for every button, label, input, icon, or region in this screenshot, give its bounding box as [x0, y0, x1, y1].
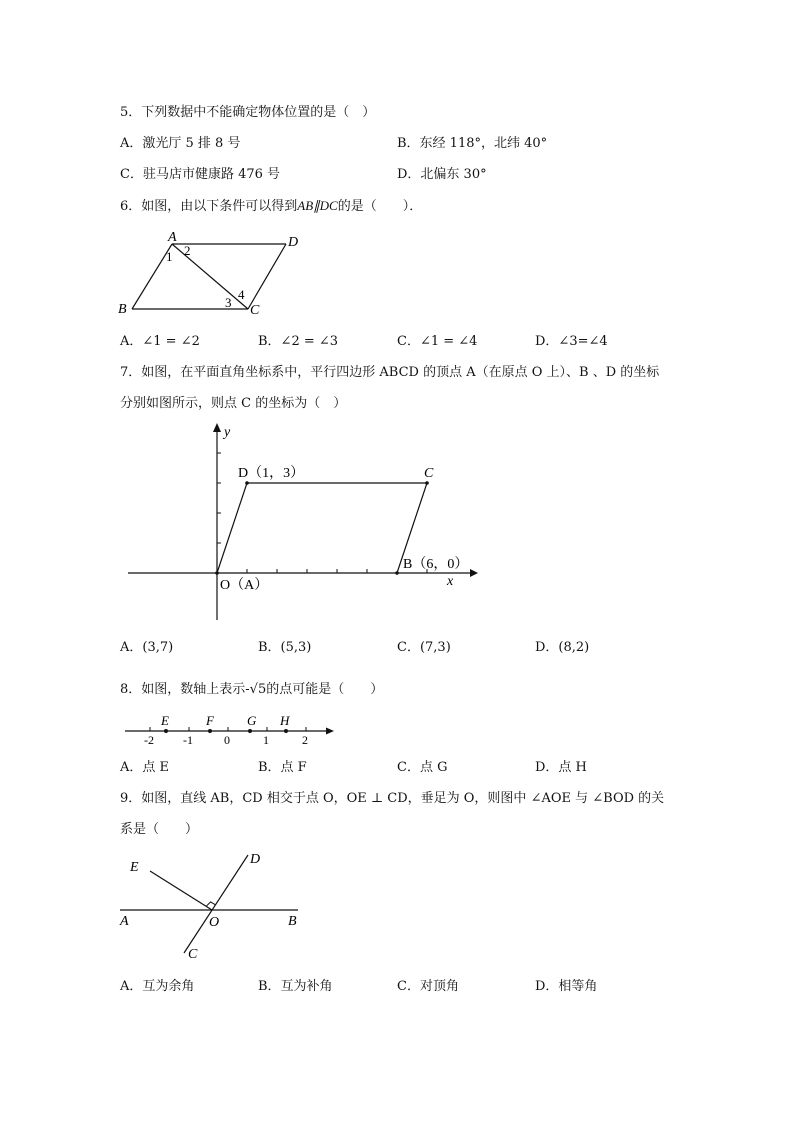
q8-tick-neg1: -1 — [183, 733, 193, 747]
q7-option-b: B．(5,3) — [258, 640, 312, 655]
q9-option-d: D．相等角 — [535, 979, 598, 994]
q8-point-g: G — [247, 713, 257, 728]
q7-stem-line1: 7．如图，在平面直角坐标系中，平行四边形 ABCD 的顶点 A（在原点 O 上）、B 、D 的坐标 — [120, 365, 660, 380]
q8-option-d: D．点 H — [535, 760, 587, 775]
q9-label-c: C — [188, 947, 198, 962]
q9-stem-line1: 9．如图，直线 AB，CD 相交于点 O，OE ⊥ CD，垂足为 O，则图中 ∠AOE 与 ∠BOD 的关 — [120, 791, 665, 806]
q7-label-b: B（6，0） — [403, 557, 469, 572]
q6-label-c: C — [250, 303, 260, 318]
q9-figure — [112, 845, 312, 965]
q6-label-a: A — [168, 230, 177, 245]
q8-stem: 8．如图，数轴上表示-√5的点可能是（ ） — [120, 682, 384, 697]
q6-label-d: D — [288, 235, 299, 250]
q8-point-e: E — [161, 713, 169, 728]
q6-figure — [110, 225, 320, 320]
q6-option-b: B．∠2 = ∠3 — [258, 334, 339, 349]
q9-label-a: A — [120, 914, 129, 929]
q7-stem-line2: 分别如图所示，则点 C 的坐标为（ ） — [120, 396, 347, 411]
q9-label-o: O — [209, 915, 220, 930]
q7-label-x: x — [447, 574, 454, 589]
q6-option-c: C．∠1 = ∠4 — [397, 334, 478, 349]
q7-label-y: y — [224, 425, 231, 440]
q7-label-c: C — [424, 466, 434, 481]
q6-stem-prefix: 6．如图，由以下条件可以得到 — [120, 199, 298, 214]
q8-tick-1: 1 — [263, 733, 269, 747]
q6-label-b: B — [118, 302, 127, 317]
q6-label-1: 1 — [166, 249, 173, 264]
q9-label-b: B — [288, 914, 297, 929]
q5-option-d: D．北偏东 30° — [397, 167, 487, 182]
q6-label-3: 3 — [225, 295, 232, 310]
q6-label-2: 2 — [184, 243, 191, 258]
q5-option-b: B．东经 118°，北纬 40° — [397, 136, 548, 151]
q7-option-c: C．(7,3) — [397, 640, 451, 655]
q7-label-d: D（1，3） — [238, 466, 305, 481]
q8-tick-neg2: -2 — [144, 733, 154, 747]
q9-label-d: D — [250, 852, 261, 867]
q6-label-4: 4 — [238, 287, 245, 302]
q8-point-h: H — [280, 713, 290, 728]
q6-stem — [120, 197, 422, 216]
q8-tick-2: 2 — [302, 733, 308, 747]
q5-stem: 5．下列数据中不能确定物体位置的是（ ） — [120, 105, 376, 120]
q8-number-line — [120, 708, 340, 750]
q7-label-o: O（A） — [220, 578, 269, 593]
q6-stem-suffix: 的是（ ）． — [337, 199, 423, 214]
q6-stem-math: AB∥DC — [297, 198, 338, 213]
q5-option-a: A．激光厅 5 排 8 号 — [120, 136, 241, 151]
q6-option-a: A．∠1 = ∠2 — [120, 334, 200, 349]
q9-option-b: B．互为补角 — [258, 979, 333, 994]
q6-option-d: D．∠3=∠4 — [535, 334, 608, 349]
q5-option-c: C．驻马店市健康路 476 号 — [120, 167, 281, 182]
q8-option-b: B．点 F — [258, 760, 307, 775]
q7-option-a: A．(3,7) — [120, 640, 174, 655]
q9-stem-line2: 系是（ ） — [120, 822, 199, 837]
q8-option-c: C．点 G — [397, 760, 448, 775]
q7-option-d: D．(8,2) — [535, 640, 590, 655]
q7-coordinate-figure — [120, 420, 480, 625]
q8-point-f: F — [206, 713, 214, 728]
q9-option-a: A．互为余角 — [120, 979, 195, 994]
q9-option-c: C．对顶角 — [397, 979, 459, 994]
q8-tick-0: 0 — [224, 733, 230, 747]
q8-option-a: A．点 E — [120, 760, 170, 775]
q9-label-e: E — [130, 860, 139, 875]
